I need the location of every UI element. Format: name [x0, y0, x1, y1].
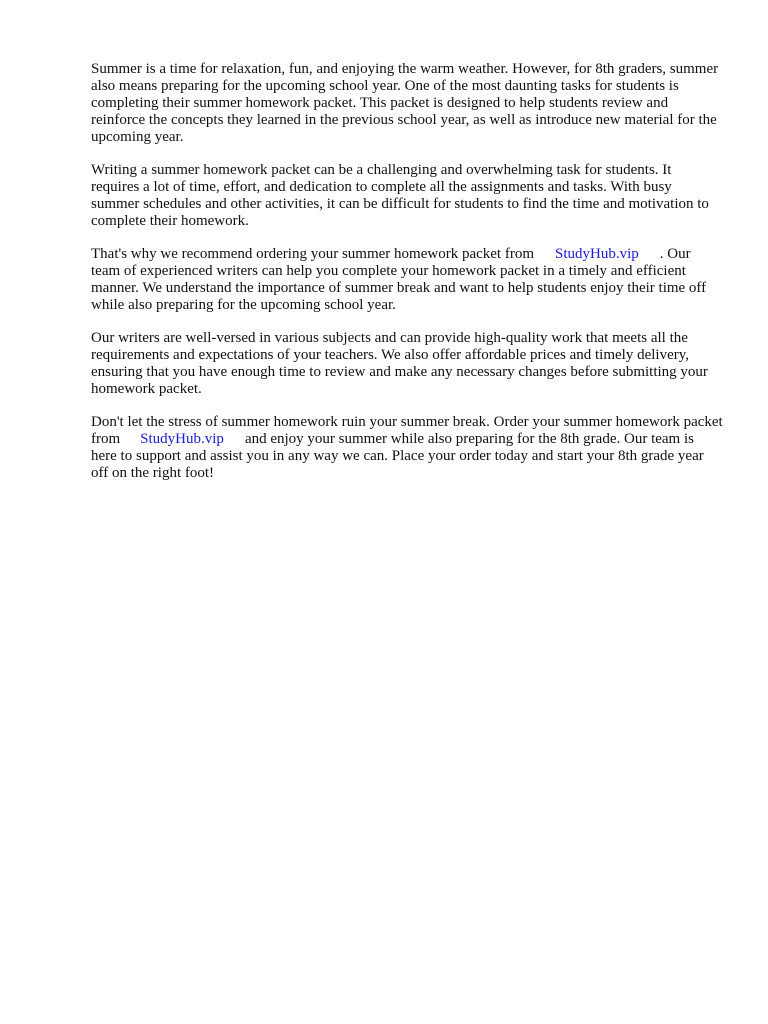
paragraph-writers: Our writers are well-versed in various subjects and can provide high-quality work that meets all the requirements and expectations of your teachers. We also offer affordable prices and timely delivery, ensuring that you have enough time to review and make any necessary changes before submitting your homework packet. [91, 330, 708, 397]
paragraph-intro: Summer is a time for relaxation, fun, and enjoying the warm weather. However, for 8th graders, summer also means preparing for the upcoming school year. One of the most daunting tasks for students is completing their summer homework packet. This packet is designed to help students review and reinforce the concepts they learned in the previous school year, as well as introduce new material for the upcoming year. [91, 61, 719, 145]
paragraph-recommendation [91, 246, 723, 314]
paragraph-closing [91, 414, 723, 482]
paragraph-recommendation-text: That's why we recommend ordering your summer homework packet from [91, 246, 534, 262]
studyhub-link-closing[interactable]: StudyHub.vip [140, 431, 224, 447]
document-page [91, 61, 723, 498]
paragraph-closing-rest: and enjoy your summer while also preparing for the 8th grade. Our team is here to support and assist you in any way we can. Place your order today and start your 8th grade year off on the right foot! [91, 431, 704, 481]
studyhub-link[interactable]: StudyHub.vip [555, 246, 639, 262]
paragraph-closing-text: Don't let the stress of summer homework ruin your summer break. Order your summer homework packet from [91, 414, 723, 447]
paragraph-challenge: Writing a summer homework packet can be a challenging and overwhelming task for students. It requires a lot of time, effort, and dedication to complete all the assignments and tasks. With busy summer schedules and other activities, it can be difficult for students to find the time and motivation to complete their homework. [91, 162, 709, 229]
paragraph-recommendation-rest: . Our team of experienced writers can help you complete your homework packet in a timely and efficient manner. We understand the importance of summer break and want to help students enjoy their time off while also preparing for the upcoming school year. [91, 246, 707, 313]
